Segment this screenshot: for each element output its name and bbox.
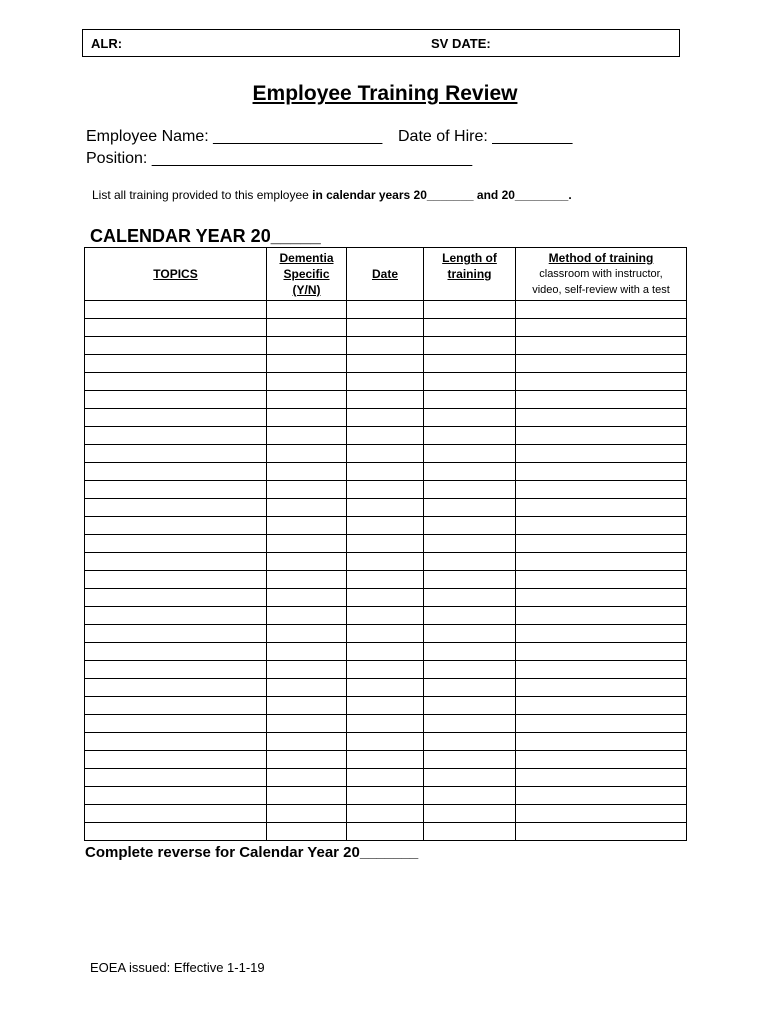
table-row xyxy=(85,805,687,823)
method-cell[interactable] xyxy=(516,571,687,589)
method-cell[interactable] xyxy=(516,625,687,643)
topic-cell[interactable] xyxy=(85,625,267,643)
dementia-cell[interactable] xyxy=(267,589,347,607)
date-cell[interactable] xyxy=(347,661,424,679)
table-row xyxy=(85,553,687,571)
table-header-row xyxy=(85,248,687,301)
table-row xyxy=(85,589,687,607)
method-cell[interactable] xyxy=(516,607,687,625)
topic-cell[interactable] xyxy=(85,391,267,409)
dementia-cell[interactable] xyxy=(267,427,347,445)
topic-cell[interactable] xyxy=(85,805,267,823)
date-cell[interactable] xyxy=(347,571,424,589)
header-dementia-line1: Dementia xyxy=(279,251,334,265)
method-cell[interactable] xyxy=(516,355,687,373)
table-row xyxy=(85,625,687,643)
dementia-cell[interactable] xyxy=(267,499,347,517)
header-box xyxy=(82,29,680,57)
date-of-hire-field[interactable]: Date of Hire: _________ xyxy=(398,128,573,145)
header-length xyxy=(424,248,516,301)
dementia-cell[interactable] xyxy=(267,607,347,625)
dementia-cell[interactable] xyxy=(267,787,347,805)
table-row xyxy=(85,733,687,751)
header-date xyxy=(347,248,424,301)
dementia-cell[interactable] xyxy=(267,445,347,463)
method-cell[interactable] xyxy=(516,769,687,787)
table-row xyxy=(85,427,687,445)
table-row xyxy=(85,751,687,769)
length-cell[interactable] xyxy=(424,409,516,427)
dementia-cell[interactable] xyxy=(267,769,347,787)
topic-cell[interactable] xyxy=(85,571,267,589)
date-cell[interactable] xyxy=(347,481,424,499)
topic-cell[interactable] xyxy=(85,373,267,391)
table-row xyxy=(85,391,687,409)
method-cell[interactable] xyxy=(516,751,687,769)
length-cell[interactable] xyxy=(424,643,516,661)
header-dementia-line2: Specific xyxy=(283,267,330,281)
date-cell[interactable] xyxy=(347,697,424,715)
complete-reverse-note: Complete reverse for Calendar Year 20_______ xyxy=(85,844,419,861)
dementia-cell[interactable] xyxy=(267,481,347,499)
table-row xyxy=(85,355,687,373)
dementia-cell[interactable] xyxy=(267,391,347,409)
dementia-cell[interactable] xyxy=(267,301,347,319)
dementia-cell[interactable] xyxy=(267,571,347,589)
header-topics-label: TOPICS xyxy=(153,267,198,281)
method-cell[interactable] xyxy=(516,391,687,409)
table-row xyxy=(85,445,687,463)
dementia-cell[interactable] xyxy=(267,625,347,643)
dementia-cell[interactable] xyxy=(267,319,347,337)
date-cell[interactable] xyxy=(347,715,424,733)
method-cell[interactable] xyxy=(516,445,687,463)
date-cell[interactable] xyxy=(347,553,424,571)
length-cell[interactable] xyxy=(424,535,516,553)
topic-cell[interactable] xyxy=(85,409,267,427)
date-cell[interactable] xyxy=(347,769,424,787)
length-cell[interactable] xyxy=(424,715,516,733)
date-cell[interactable] xyxy=(347,517,424,535)
method-cell[interactable] xyxy=(516,301,687,319)
dementia-cell[interactable] xyxy=(267,715,347,733)
date-cell[interactable] xyxy=(347,373,424,391)
table-row xyxy=(85,517,687,535)
date-cell[interactable] xyxy=(347,391,424,409)
dementia-cell[interactable] xyxy=(267,517,347,535)
dementia-cell[interactable] xyxy=(267,643,347,661)
date-cell[interactable] xyxy=(347,643,424,661)
table-row xyxy=(85,535,687,553)
length-cell[interactable] xyxy=(424,373,516,391)
method-cell[interactable] xyxy=(516,715,687,733)
topic-cell[interactable] xyxy=(85,319,267,337)
length-cell[interactable] xyxy=(424,337,516,355)
dementia-cell[interactable] xyxy=(267,409,347,427)
method-cell[interactable] xyxy=(516,643,687,661)
length-cell[interactable] xyxy=(424,427,516,445)
topic-cell[interactable] xyxy=(85,733,267,751)
topic-cell[interactable] xyxy=(85,769,267,787)
length-cell[interactable] xyxy=(424,607,516,625)
topic-cell[interactable] xyxy=(85,445,267,463)
date-cell[interactable] xyxy=(347,535,424,553)
method-cell[interactable] xyxy=(516,499,687,517)
table-row xyxy=(85,409,687,427)
header-dementia-line3: (Y/N) xyxy=(292,283,321,297)
topic-cell[interactable] xyxy=(85,679,267,697)
topic-cell[interactable] xyxy=(85,643,267,661)
header-length-line2: training xyxy=(447,267,492,281)
dementia-cell[interactable] xyxy=(267,535,347,553)
method-cell[interactable] xyxy=(516,697,687,715)
method-cell[interactable] xyxy=(516,517,687,535)
method-cell[interactable] xyxy=(516,373,687,391)
length-cell[interactable] xyxy=(424,391,516,409)
topic-cell[interactable] xyxy=(85,481,267,499)
dementia-cell[interactable] xyxy=(267,355,347,373)
topic-cell[interactable] xyxy=(85,301,267,319)
table-row xyxy=(85,463,687,481)
date-cell[interactable] xyxy=(347,751,424,769)
page-title: Employee Training Review xyxy=(252,82,518,105)
length-cell[interactable] xyxy=(424,319,516,337)
method-cell[interactable] xyxy=(516,427,687,445)
header-topics xyxy=(85,248,267,301)
method-cell[interactable] xyxy=(516,823,687,841)
date-cell[interactable] xyxy=(347,337,424,355)
employee-name-field[interactable]: Employee Name: ___________________ xyxy=(86,128,383,145)
date-cell[interactable] xyxy=(347,301,424,319)
alr-label: ALR: xyxy=(91,36,123,51)
header-method-title: Method of training xyxy=(548,251,654,265)
date-cell[interactable] xyxy=(347,589,424,607)
table-row xyxy=(85,697,687,715)
dementia-cell[interactable] xyxy=(267,697,347,715)
length-cell[interactable] xyxy=(424,517,516,535)
header-method-sub1: classroom with instructor, xyxy=(539,268,663,280)
training-table-body xyxy=(85,301,687,841)
date-cell[interactable] xyxy=(347,805,424,823)
length-cell[interactable] xyxy=(424,733,516,751)
date-cell[interactable] xyxy=(347,445,424,463)
date-cell[interactable] xyxy=(347,427,424,445)
table-row xyxy=(85,319,687,337)
dementia-cell[interactable] xyxy=(267,463,347,481)
dementia-cell[interactable] xyxy=(267,337,347,355)
topic-cell[interactable] xyxy=(85,751,267,769)
date-cell[interactable] xyxy=(347,823,424,841)
table-row xyxy=(85,661,687,679)
topic-cell[interactable] xyxy=(85,463,267,481)
topic-cell[interactable] xyxy=(85,337,267,355)
table-row xyxy=(85,715,687,733)
table-row xyxy=(85,499,687,517)
length-cell[interactable] xyxy=(424,697,516,715)
length-cell[interactable] xyxy=(424,661,516,679)
header-method-sub2: video, self-review with a test xyxy=(532,284,670,296)
method-cell[interactable] xyxy=(516,553,687,571)
sv-date-label: SV DATE: xyxy=(431,36,491,51)
table-row xyxy=(85,571,687,589)
topic-cell[interactable] xyxy=(85,823,267,841)
topic-cell[interactable] xyxy=(85,589,267,607)
header-dementia xyxy=(267,248,347,301)
footer-text: EOEA issued: Effective 1-1-19 xyxy=(90,960,265,975)
length-cell[interactable] xyxy=(424,751,516,769)
table-row xyxy=(85,301,687,319)
topic-cell[interactable] xyxy=(85,607,267,625)
topic-cell[interactable] xyxy=(85,697,267,715)
topic-cell[interactable] xyxy=(85,535,267,553)
method-cell[interactable] xyxy=(516,535,687,553)
dementia-cell[interactable] xyxy=(267,553,347,571)
dementia-cell[interactable] xyxy=(267,751,347,769)
method-cell[interactable] xyxy=(516,463,687,481)
topic-cell[interactable] xyxy=(85,355,267,373)
date-cell[interactable] xyxy=(347,787,424,805)
length-cell[interactable] xyxy=(424,589,516,607)
table-row xyxy=(85,787,687,805)
method-cell[interactable] xyxy=(516,409,687,427)
method-cell[interactable] xyxy=(516,337,687,355)
method-cell[interactable] xyxy=(516,319,687,337)
length-cell[interactable] xyxy=(424,823,516,841)
calendar-year-heading[interactable]: CALENDAR YEAR 20_____ xyxy=(90,226,321,246)
dementia-cell[interactable] xyxy=(267,823,347,841)
training-table xyxy=(84,247,687,841)
topic-cell[interactable] xyxy=(85,427,267,445)
dementia-cell[interactable] xyxy=(267,805,347,823)
length-cell[interactable] xyxy=(424,301,516,319)
length-cell[interactable] xyxy=(424,769,516,787)
date-cell[interactable] xyxy=(347,499,424,517)
date-cell[interactable] xyxy=(347,733,424,751)
length-cell[interactable] xyxy=(424,463,516,481)
table-row xyxy=(85,373,687,391)
instruction-years[interactable]: in calendar years 20_______ and 20________. xyxy=(312,188,572,202)
table-row xyxy=(85,337,687,355)
method-cell[interactable] xyxy=(516,787,687,805)
date-cell[interactable] xyxy=(347,463,424,481)
date-cell[interactable] xyxy=(347,607,424,625)
table-row xyxy=(85,607,687,625)
length-cell[interactable] xyxy=(424,499,516,517)
instruction-text xyxy=(92,188,572,202)
table-row xyxy=(85,481,687,499)
topic-cell[interactable] xyxy=(85,661,267,679)
date-cell[interactable] xyxy=(347,355,424,373)
dementia-cell[interactable] xyxy=(267,373,347,391)
dementia-cell[interactable] xyxy=(267,733,347,751)
header-method xyxy=(516,248,687,301)
length-cell[interactable] xyxy=(424,571,516,589)
length-cell[interactable] xyxy=(424,355,516,373)
header-date-label: Date xyxy=(371,267,398,281)
table-row xyxy=(85,823,687,841)
length-cell[interactable] xyxy=(424,625,516,643)
table-row xyxy=(85,769,687,787)
method-cell[interactable] xyxy=(516,481,687,499)
position-field[interactable]: Position: ____________________________________ xyxy=(86,150,473,167)
method-cell[interactable] xyxy=(516,733,687,751)
instruction-prefix: List all training provided to this employee xyxy=(92,188,313,202)
dementia-cell[interactable] xyxy=(267,679,347,697)
method-cell[interactable] xyxy=(516,589,687,607)
length-cell[interactable] xyxy=(424,805,516,823)
topic-cell[interactable] xyxy=(85,499,267,517)
method-cell[interactable] xyxy=(516,679,687,697)
date-cell[interactable] xyxy=(347,409,424,427)
method-cell[interactable] xyxy=(516,805,687,823)
length-cell[interactable] xyxy=(424,553,516,571)
date-cell[interactable] xyxy=(347,319,424,337)
topic-cell[interactable] xyxy=(85,517,267,535)
length-cell[interactable] xyxy=(424,679,516,697)
header-length-line1: Length of xyxy=(442,251,497,265)
table-row xyxy=(85,679,687,697)
topic-cell[interactable] xyxy=(85,553,267,571)
date-cell[interactable] xyxy=(347,679,424,697)
length-cell[interactable] xyxy=(424,481,516,499)
dementia-cell[interactable] xyxy=(267,661,347,679)
length-cell[interactable] xyxy=(424,787,516,805)
method-cell[interactable] xyxy=(516,661,687,679)
date-cell[interactable] xyxy=(347,625,424,643)
topic-cell[interactable] xyxy=(85,715,267,733)
table-row xyxy=(85,643,687,661)
topic-cell[interactable] xyxy=(85,787,267,805)
length-cell[interactable] xyxy=(424,445,516,463)
